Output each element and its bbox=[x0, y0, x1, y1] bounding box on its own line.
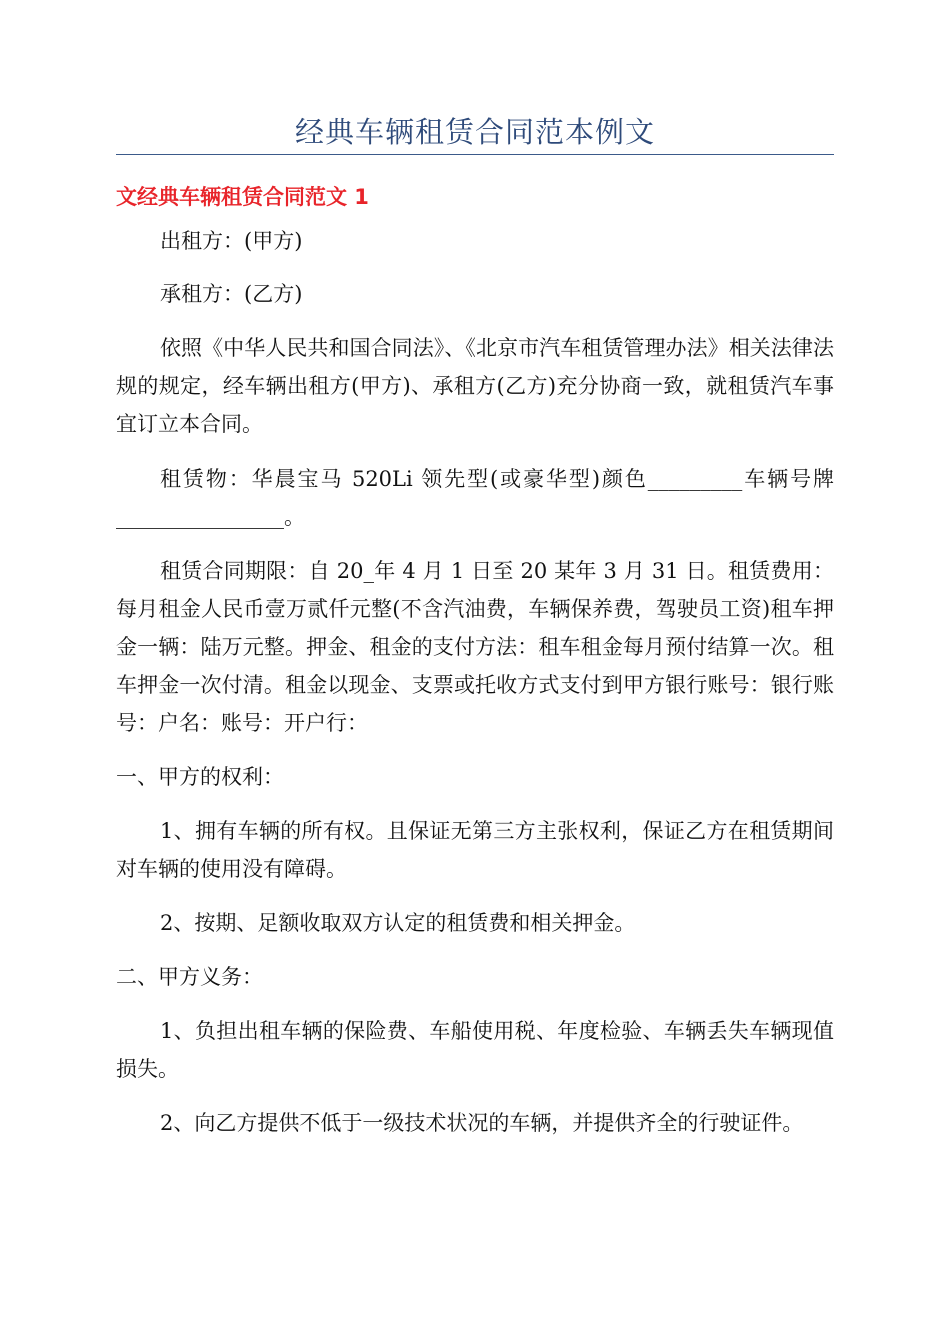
paragraph-legal-basis: 依照《中华人民共和国合同法》、《北京市汽车租赁管理办法》相关法律法规的规定，经车辆出租方(甲方)、承租方(乙方)充分协商一致，就租赁汽车事宜订立本合同。 bbox=[116, 336, 834, 436]
paragraph-lessor: 出租方：(甲方) bbox=[160, 229, 303, 253]
paragraph-rental-item: 租赁物：华晨宝马 520Li 领先型(或豪华型)颜色_________车辆号牌________________。 bbox=[116, 467, 834, 529]
paragraph-party-a-rights: 一、甲方的权利： bbox=[116, 765, 284, 789]
paragraph-contract-term: 租赁合同期限：自 20_年 4 月 1 日至 20 某年 3 月 31 日。租赁费用：每月租金人民币壹万贰仟元整(不含汽油费，车辆保养费，驾驶员工资)租车押金一辆：陆万元整。押金、租金的支付方法：租车租金每月预付结算一次。租车押金一次付清。租金以现金、支票或托收方式支付到甲方银行账号：银行账号：户名：账号：开户行： bbox=[116, 559, 834, 735]
paragraph-right-1: 1、拥有车辆的所有权。且保证无第三方主张权利，保证乙方在租赁期间对车辆的使用没有障碍。 bbox=[116, 819, 834, 881]
paragraph-right-2: 2、按期、足额收取双方认定的租赁费和相关押金。 bbox=[160, 911, 636, 935]
paragraph-duty-2: 2、向乙方提供不低于一级技术状况的车辆，并提供齐全的行驶证件。 bbox=[160, 1111, 804, 1135]
title-divider bbox=[116, 154, 834, 155]
section-heading: 文经典车辆租赁合同范文 1 bbox=[116, 185, 369, 209]
paragraph-lessee: 承租方：(乙方) bbox=[160, 282, 303, 306]
paragraph-duty-1: 1、负担出租车辆的保险费、车船使用税、年度检验、车辆丢失车辆现值损失。 bbox=[116, 1019, 834, 1081]
document-title: 经典车辆租赁合同范本例文 bbox=[294, 115, 655, 149]
paragraph-party-a-duties: 二、甲方义务： bbox=[116, 965, 263, 989]
